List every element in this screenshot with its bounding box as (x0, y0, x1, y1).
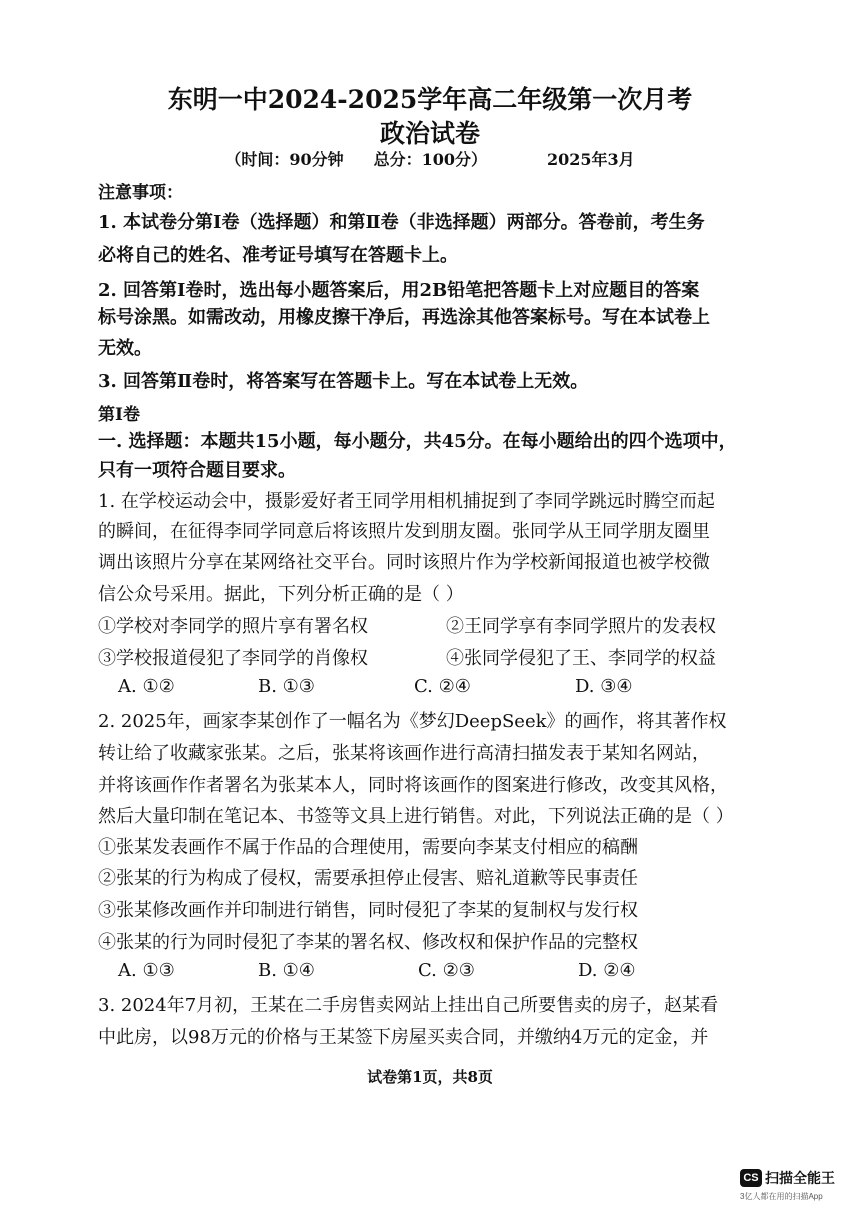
q2-stem-line-1: 2. 2025年，画家李某创作了一幅名为《梦幻DeepSeek》的画作，将其著作权 (98, 711, 727, 732)
exam-date: 2025年3月 (547, 150, 635, 169)
q1-statement-1: ①学校对李同学的照片享有署名权 (98, 616, 368, 637)
section-instructions-line-1: 一. 选择题：本题共15小题，每小题分，共45分。在每小题给出的四个选项中， (98, 431, 737, 452)
q2-statement-3: ③张某修改画作并印制进行销售，同时侵犯了李某的复制权与发行权 (98, 900, 638, 921)
exam-info (0, 147, 860, 170)
note-3: 3. 回答第Ⅱ卷时，将答案写在答题卡上。写在本试卷上无效。 (98, 371, 589, 392)
q2-stem-line-2: 转让给了收藏家张某。之后，张某将该画作进行高清扫描发表于某知名网站， (98, 743, 710, 764)
note-2-line-1: 2. 回答第Ⅰ卷时，选出每小题答案后，用2B铅笔把答题卡上对应题目的答案 (98, 280, 700, 301)
q2-stem-line-3: 并将该画作作者署名为张某本人，同时将该画作的图案进行修改，改变其风格， (98, 775, 728, 796)
q1-option-b: B. ①③ (258, 676, 315, 697)
q1-stem-line-1: 1. 在学校运动会中，摄影爱好者王同学用相机捕捉到了李同学跳远时腾空而起 (98, 491, 715, 512)
watermark-name: 扫描全能王 (765, 1169, 835, 1186)
q1-statement-3: ③学校报道侵犯了李同学的肖像权 (98, 648, 368, 669)
q1-option-a: A. ①② (118, 676, 175, 697)
q1-stem-line-3: 调出该照片分享在某网络社交平台。同时该照片作为学校新闻报道也被学校微 (98, 552, 710, 573)
q2-option-c: C. ②③ (418, 960, 475, 981)
q3-stem-line-1: 3. 2024年7月初，王某在二手房售卖网站上挂出自己所要售卖的房子，赵某看 (98, 995, 719, 1016)
page-footer: 试卷第1页，共8页 (367, 1068, 493, 1086)
exam-score: 总分：100分） (373, 150, 487, 169)
note-2-line-2: 标号涂黑。如需改动，用橡皮擦干净后，再选涂其他答案标号。写在本试卷上 (98, 307, 710, 328)
section-instructions-line-2: 只有一项符合题目要求。 (98, 460, 296, 481)
note-2-line-3: 无效。 (98, 338, 152, 359)
q1-statement-4: ④张同学侵犯了王、李同学的权益 (446, 648, 716, 669)
q2-stem-line-4: 然后大量印制在笔记本、书签等文具上进行销售。对此，下列说法正确的是（ ） (98, 806, 734, 827)
exam-title: 东明一中2024-2025学年高二年级第一次月考 (167, 85, 693, 114)
exam-subject: 政治试卷 (379, 119, 480, 148)
note-1-line-1: 1. 本试卷分第Ⅰ卷（选择题）和第Ⅱ卷（非选择题）两部分。答卷前，考生务 (98, 212, 705, 233)
scanner-watermark (740, 1167, 850, 1202)
q1-statement-2: ②王同学享有李同学照片的发表权 (446, 616, 716, 637)
note-1-line-2: 必将自己的姓名、准考证号填写在答题卡上。 (98, 245, 458, 266)
part-label: 第Ⅰ卷 (98, 405, 140, 425)
watermark-tagline: 3亿人都在用的扫描App (740, 1191, 823, 1201)
q2-statement-1: ①张某发表画作不属于作品的合理使用，需要向李某支付相应的稿酬 (98, 837, 638, 858)
q2-option-b: B. ①④ (258, 960, 315, 981)
q2-statement-2: ②张某的行为构成了侵权，需要承担停止侵害、赔礼道歉等民事责任 (98, 868, 638, 889)
q2-option-d: D. ②④ (578, 960, 636, 981)
q2-option-a: A. ①③ (118, 960, 175, 981)
q3-stem-line-2: 中此房，以98万元的价格与王某签下房屋买卖合同，并缴纳4万元的定金，并 (98, 1027, 709, 1048)
q1-option-d: D. ③④ (575, 676, 633, 697)
notes-heading: 注意事项： (98, 183, 183, 203)
q1-stem-line-2: 的瞬间，在征得李同学同意后将该照片发到朋友圈。张同学从王同学朋友圈里 (98, 521, 710, 542)
camscanner-logo-icon: CS (740, 1169, 762, 1187)
exam-time: （时间：90分钟 (225, 150, 344, 169)
q1-option-c: C. ②④ (414, 676, 471, 697)
q2-statement-4: ④张某的行为同时侵犯了李某的署名权、修改权和保护作品的完整权 (98, 932, 638, 953)
q1-stem-line-4: 信公众号采用。据此，下列分析正确的是（ ） (98, 584, 464, 605)
